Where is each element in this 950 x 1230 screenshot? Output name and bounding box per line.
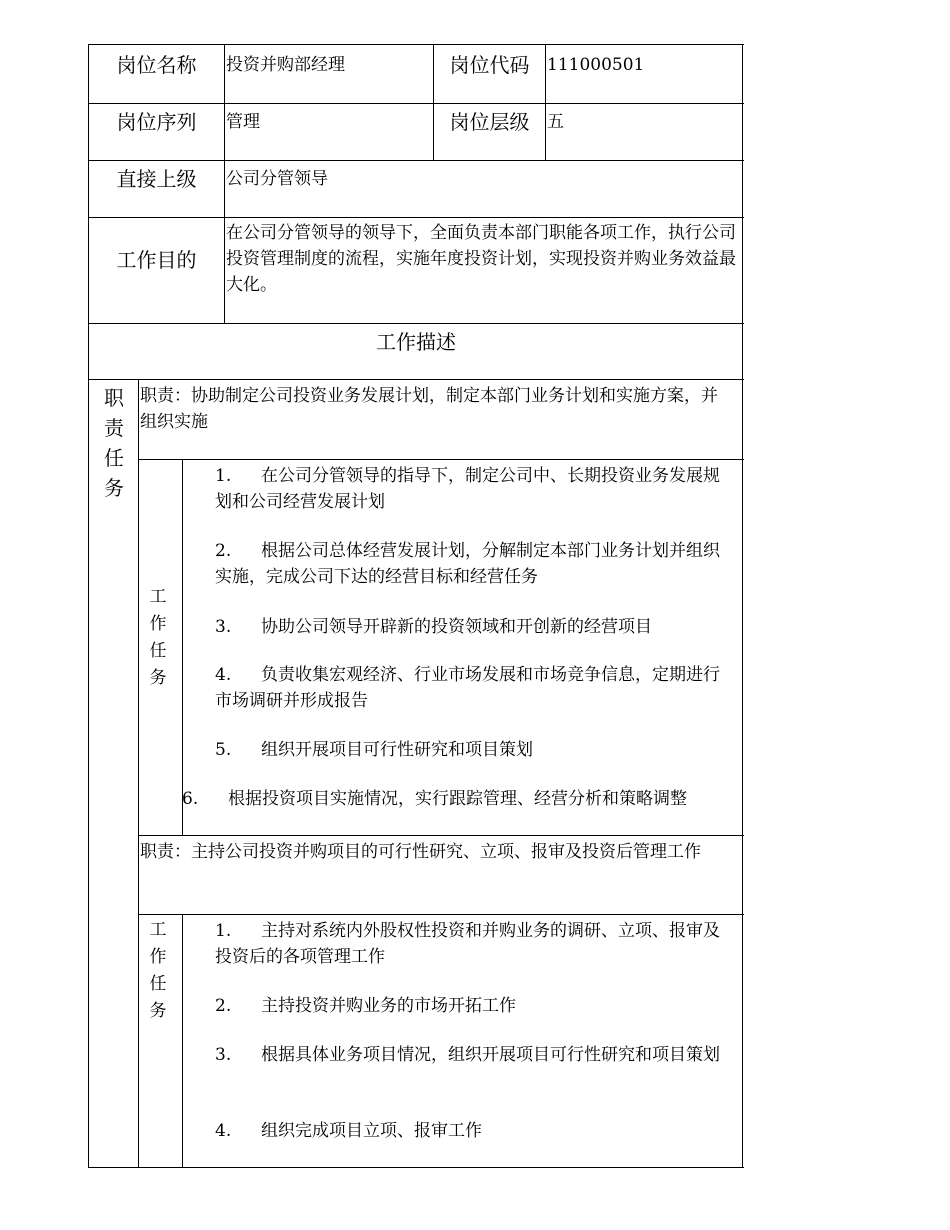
task-text: 在公司分管领导的指导下，制定公司中、长期投资业务发展规划和公司经营发展计划 [215,466,720,512]
duty-2-task [215,918,731,970]
duty-section-label [99,383,129,503]
task-number: 1. [215,466,232,486]
task-label-char: 务 [149,1001,167,1021]
position-series-label: 岗位序列 [116,110,197,134]
task-number: 2. [215,996,232,1016]
duty-1-task [215,463,731,515]
position-code-label: 岗位代码 [449,53,530,77]
row-divider [138,914,744,915]
position-series-value: 管理 [226,112,260,132]
task-number: 3. [215,1045,232,1065]
position-level-value: 五 [547,112,564,132]
task-number: 5. [215,740,232,760]
position-level-label: 岗位层级 [449,110,530,134]
duty-1-task [215,538,731,590]
duty-2-task [215,1042,731,1068]
task-text: 组织开展项目可行性研究和项目策划 [261,740,533,760]
row-divider [88,379,744,380]
duty-1-task [182,786,740,812]
duty-1-task [215,614,731,640]
col-divider [138,379,139,1168]
description-title: 工作描述 [376,330,456,354]
duty-1-task [215,662,731,714]
row-divider [88,103,744,104]
duty-2-task [215,993,731,1019]
row-divider [88,160,744,161]
task-number: 1. [215,921,232,941]
supervisor-label: 直接上级 [116,167,197,191]
task-number: 4. [215,665,232,685]
duty-2-title: 职责：主持公司投资并购项目的可行性研究、立项、报审及投资后管理工作 [140,842,701,862]
task-text: 协助公司领导开辟新的投资领域和开创新的经营项目 [261,617,652,637]
duty-1-task [215,737,731,763]
task-label-char: 工 [149,920,167,940]
table-border-right [742,44,743,1168]
task-text: 根据具体业务项目情况，组织开展项目可行性研究和项目策划 [261,1045,720,1065]
task-label-1 [146,584,170,692]
task-label-char: 作 [149,947,167,967]
table-border-bottom [88,1167,744,1168]
purpose-label: 工作目的 [116,248,197,272]
task-text: 主持对系统内外股权性投资和并购业务的调研、立项、报审及投资后的各项管理工作 [215,921,720,967]
table-border-top [88,44,744,45]
task-label-char: 作 [149,614,167,634]
position-name-label: 岗位名称 [116,53,197,77]
duty-section-char: 责 [104,416,124,440]
task-label-2 [146,917,170,1025]
row-divider [138,835,744,836]
row-divider [138,459,744,460]
purpose-value: 在公司分管领导的领导下，全面负责本部门职能各项工作，执行公司投资管理制度的流程，实施年度投资计划，实现投资并购业务效益最大化。 [226,223,736,295]
position-code-value: 111000501 [547,55,645,75]
col-divider [545,44,546,161]
task-text: 根据投资项目实施情况，实行跟踪管理、经营分析和策略调整 [228,789,687,809]
duty-section-char: 职 [104,386,124,410]
task-label-char: 任 [149,974,167,994]
position-name-value: 投资并购部经理 [226,55,345,75]
supervisor-value: 公司分管领导 [226,169,328,189]
col-divider [182,914,183,1168]
duty-section-char: 任 [104,446,124,470]
task-number: 6. [182,789,199,809]
col-divider [182,459,183,836]
task-text: 主持投资并购业务的市场开拓工作 [261,996,516,1016]
task-label-char: 务 [149,668,167,688]
table-border-left [88,44,89,1168]
task-label-char: 任 [149,641,167,661]
duty-section-char: 务 [104,476,124,500]
task-text: 根据公司总体经营发展计划，分解制定本部门业务计划并组织实施，完成公司下达的经营目标和经营任务 [215,541,720,587]
task-text: 组织完成项目立项、报审工作 [261,1121,482,1141]
row-divider [88,323,744,324]
duty-1-title: 职责：协助制定公司投资业务发展计划，制定本部门业务计划和实施方案，并组织实施 [140,386,718,432]
task-number: 2. [215,541,232,561]
task-number: 3. [215,617,232,637]
row-divider [88,217,744,218]
duty-2-task [215,1118,731,1144]
task-number: 4. [215,1121,232,1141]
task-label-char: 工 [149,587,167,607]
col-divider [224,44,225,324]
task-text: 负责收集宏观经济、行业市场发展和市场竞争信息，定期进行市场调研并形成报告 [215,665,720,711]
